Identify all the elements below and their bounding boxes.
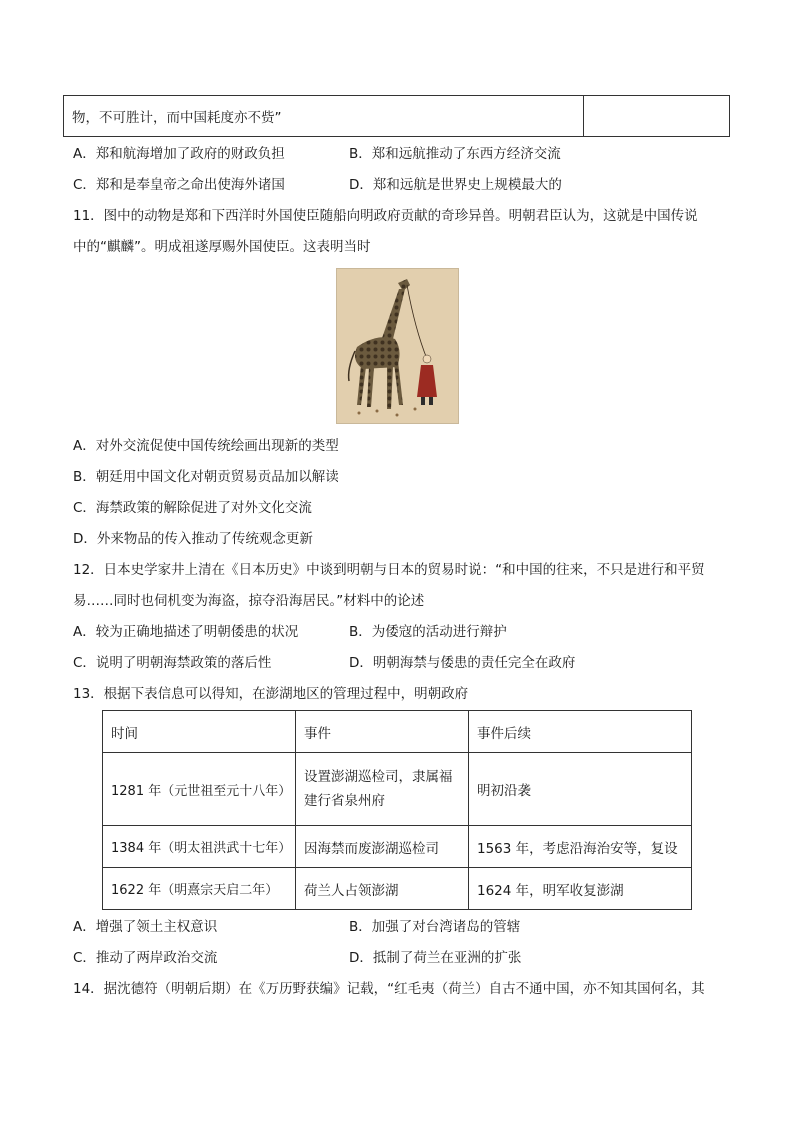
q13-option-d: D．抵制了荷兰在亚洲的扩张 <box>349 950 522 966</box>
q12-stem-line1: 12．日本史学家井上清在《日本历史》中谈到明朝与日本的贸易时说：“和中国的往来，不只是进行和平贸 <box>73 562 705 578</box>
continuation-cell: 物，不可胜计，而中国耗度亦不赀” <box>64 96 584 137</box>
q12-option-a: A．较为正确地描述了明朝倭患的状况 <box>73 624 299 640</box>
q11-option-c: C．海禁政策的解除促进了对外文化交流 <box>73 500 312 516</box>
q13-option-c: C．推动了两岸政治交流 <box>73 950 218 966</box>
q10-option-b: B．郑和远航推动了东西方经济交流 <box>349 146 561 162</box>
table-row <box>103 868 692 910</box>
table-header-row <box>103 711 692 753</box>
q10-option-a: A．郑和航海增加了政府的财政负担 <box>73 146 285 162</box>
table-cell-time: 1622 年（明熹宗天启二年） <box>103 868 296 910</box>
q11-option-a: A．对外交流促使中国传统绘画出现新的类型 <box>73 438 339 454</box>
table-header-event: 事件 <box>296 711 469 753</box>
table-cell-event: 因海禁而废澎湖巡检司 <box>296 826 469 868</box>
q13-stem: 13．根据下表信息可以得知，在澎湖地区的管理过程中，明朝政府 <box>73 686 469 702</box>
q13-option-b: B．加强了对台湾诸岛的管辖 <box>349 919 521 935</box>
q14-stem-line1: 14．据沈德符（明朝后期）在《万历野获编》记载，“红毛夷（荷兰）自古不通中国，亦不知其国何名，其 <box>73 981 705 997</box>
penghu-table <box>102 710 692 910</box>
q11-stem-line1: 11．图中的动物是郑和下西洋时外国使臣随船向明政府贡献的奇珍异兽。明朝君臣认为，这就是中国传说 <box>73 208 698 224</box>
table-cell-event: 荷兰人占领澎湖 <box>296 868 469 910</box>
q13-option-a: A．增强了领土主权意识 <box>73 919 218 935</box>
q12-stem-line2: 易……同时也伺机变为海盗，掠夺沿海居民。”材料中的论述 <box>73 593 425 609</box>
continuation-empty-cell <box>584 96 730 137</box>
table-cell-event: 设置澎湖巡检司，隶属福建行省泉州府 <box>296 753 469 826</box>
table-cell-followup: 1563 年，考虑沿海治安等，复设 <box>469 826 692 868</box>
giraffe-painting-svg <box>337 269 458 423</box>
table-cell-followup: 1624 年，明军收复澎湖 <box>469 868 692 910</box>
q10-option-d: D．郑和远航是世界史上规模最大的 <box>349 177 562 193</box>
table-row <box>103 753 692 826</box>
q12-option-d: D．明朝海禁与倭患的责任完全在政府 <box>349 655 576 671</box>
q10-option-c: C．郑和是奉皇帝之命出使海外诸国 <box>73 177 285 193</box>
giraffe-painting <box>336 268 459 424</box>
q12-option-c: C．说明了明朝海禁政策的落后性 <box>73 655 272 671</box>
table-cell-time: 1384 年（明太祖洪武十七年） <box>103 826 296 868</box>
q12-option-b: B．为倭寇的活动进行辩护 <box>349 624 507 640</box>
table-cell-time: 1281 年（元世祖至元十八年） <box>103 753 296 826</box>
table-row <box>103 826 692 868</box>
table-cell-followup: 明初沿袭 <box>469 753 692 826</box>
q11-option-d: D．外来物品的传入推动了传统观念更新 <box>73 531 313 547</box>
table-header-followup: 事件后续 <box>469 711 692 753</box>
q11-option-b: B．朝廷用中国文化对朝贡贸易贡品加以解读 <box>73 469 339 485</box>
q11-stem-line2: 中的“麒麟”。明成祖遂厚赐外国使臣。这表明当时 <box>73 239 371 255</box>
table-header-time: 时间 <box>103 711 296 753</box>
continuation-table <box>63 95 730 137</box>
